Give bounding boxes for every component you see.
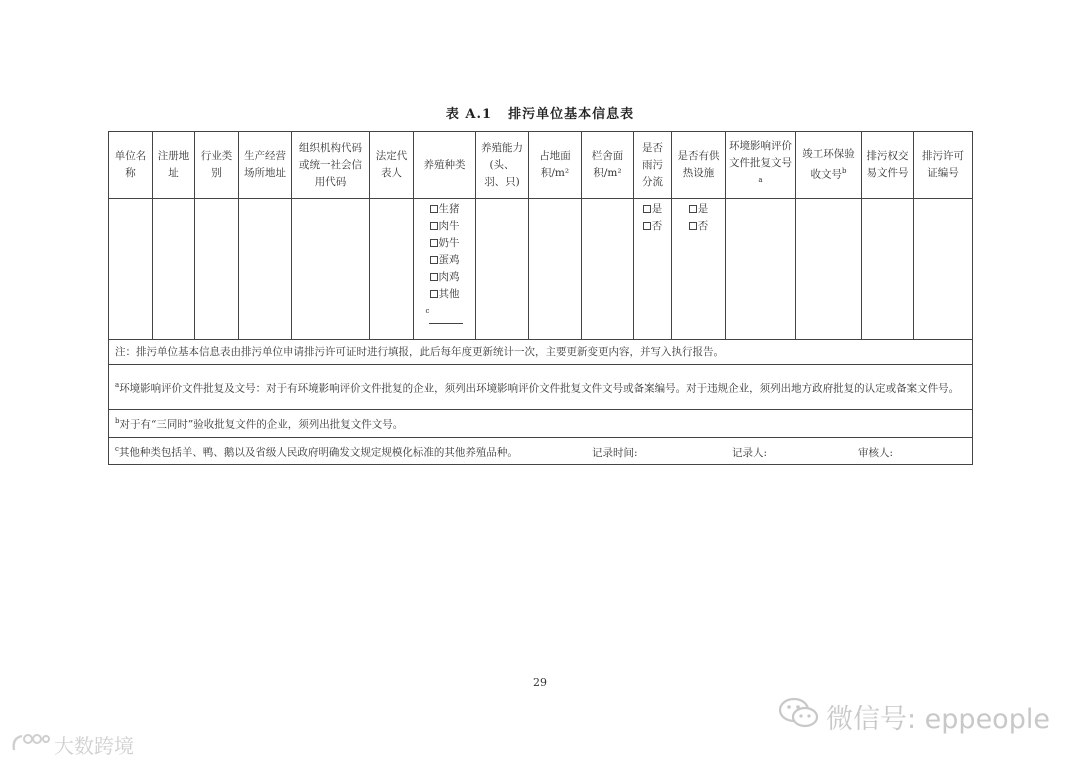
- header-cell: 法定代表人: [370, 132, 414, 199]
- header-row: [109, 132, 973, 199]
- note-row: [109, 410, 973, 438]
- footnote-mark: b: [115, 417, 120, 425]
- cell-trading-number: [862, 199, 914, 340]
- header-cell: 是否有供热设施: [672, 132, 726, 199]
- footnote-mark: c: [115, 444, 119, 453]
- watermark-left-text: 大数跨境: [54, 733, 134, 758]
- cell-area: [529, 199, 582, 340]
- header-cell: 单位名称: [109, 132, 153, 199]
- header-cell: 是否雨污分流: [634, 132, 672, 199]
- footnote-mark: c: [425, 307, 430, 315]
- species-options: [414, 199, 476, 340]
- cell-acceptance-number: [796, 199, 862, 340]
- footnote-mark: a: [115, 380, 120, 389]
- option-laying-hen: 蛋鸡: [417, 252, 472, 269]
- header-cell: 注册地址: [153, 132, 195, 199]
- heating-options: 是 否: [672, 199, 726, 340]
- header-cell: 养殖种类: [414, 132, 476, 199]
- checkbox-icon[interactable]: [643, 205, 651, 213]
- header-cell: 排污权交易文件号: [862, 132, 914, 199]
- checkbox-icon[interactable]: [430, 290, 438, 298]
- data-row: [109, 199, 973, 340]
- note-row: [109, 365, 973, 410]
- note-a: $^a$环境影响评价文件批复及文号：对于有环境影响评价文件批复的企业，须列出环境影响评价文件批复文件文号或备案编号。对于违规企业，须列出地方政府批复的认定或备案文件号。: [109, 365, 973, 410]
- note-c: $^c$其他种类包括羊、鸭、鹅以及省级人民政府明确发文规定规模化标准的其他养殖品种。: [109, 437, 973, 465]
- header-cell: 组织机构代码或统一社会信用代码: [292, 132, 370, 199]
- watermark-wechat: [778, 698, 1050, 734]
- watermark-brand: [10, 730, 134, 758]
- header-cell: 栏舍面积/m²: [582, 132, 634, 199]
- option-beef-cattle: 肉牛: [417, 218, 472, 235]
- cell-credit-code: [292, 199, 370, 340]
- option-other-blank: [417, 303, 472, 324]
- checkbox-icon[interactable]: [430, 273, 438, 281]
- option-dairy-cattle: 奶牛: [417, 235, 472, 252]
- checkbox-icon[interactable]: [430, 256, 438, 264]
- header-cell: 竣工环保验收文号$^b$: [796, 132, 862, 199]
- footnote-mark: a: [758, 175, 763, 184]
- cell-industry: [195, 199, 239, 340]
- info-table: [108, 131, 973, 465]
- checkbox-icon[interactable]: [430, 239, 438, 247]
- cell-capacity: [476, 199, 529, 340]
- option-pig: 生猪: [417, 201, 472, 218]
- cell-address: [153, 199, 195, 340]
- wechat-icon: [778, 696, 820, 737]
- note-general: 注：排污单位基本信息表由排污单位申请排污许可证时进行填报，此后每年度更新统计一次，主要更新变更内容，并写入执行报告。: [109, 340, 973, 365]
- cell-eia-number: [726, 199, 796, 340]
- header-cell: 行业类别: [195, 132, 239, 199]
- table-number: 表 A.1: [445, 107, 493, 122]
- option-broiler: 肉鸡: [417, 269, 472, 286]
- checkbox-icon[interactable]: [430, 205, 438, 213]
- header-cell: 占地面积/m²: [529, 132, 582, 199]
- rain-sewage-options: 是 否: [634, 199, 672, 340]
- cell-barn-area: [582, 199, 634, 340]
- table-title: [0, 103, 1080, 122]
- page-number: 29: [533, 676, 547, 689]
- table-name: 排污单位基本信息表: [508, 107, 635, 122]
- cell-permit-number: [914, 199, 973, 340]
- cell-unit-name: [109, 199, 153, 340]
- option-other: 其他: [417, 286, 472, 303]
- watermark-right-text: 微信号: eppeople: [826, 703, 1050, 735]
- note-row: [109, 340, 973, 365]
- note-b: $^b$对于有“三同时”验收批复文件的企业，须列出批复文件文号。: [109, 410, 973, 438]
- header-cell: 养殖能力(头、羽、只): [476, 132, 529, 199]
- checkbox-icon[interactable]: [643, 222, 651, 230]
- header-cell: 环境影响评价文件批复文号$^a$: [726, 132, 796, 199]
- fill-blank[interactable]: [429, 311, 463, 324]
- record-time-label: 记录时间:: [592, 447, 638, 459]
- checkbox-icon[interactable]: [689, 222, 697, 230]
- footnote-mark: b: [842, 167, 847, 176]
- reviewer-label: 审核人:: [858, 447, 894, 459]
- cell-legal-rep: [370, 199, 414, 340]
- brand-logo-icon: [10, 730, 50, 759]
- header-cell: 生产经营场所地址: [239, 132, 292, 199]
- checkbox-icon[interactable]: [689, 205, 697, 213]
- cell-site-address: [239, 199, 292, 340]
- header-cell: 排污许可证编号: [914, 132, 973, 199]
- recorder-label: 记录人:: [732, 447, 768, 459]
- checkbox-icon[interactable]: [430, 222, 438, 230]
- note-row: [109, 437, 973, 465]
